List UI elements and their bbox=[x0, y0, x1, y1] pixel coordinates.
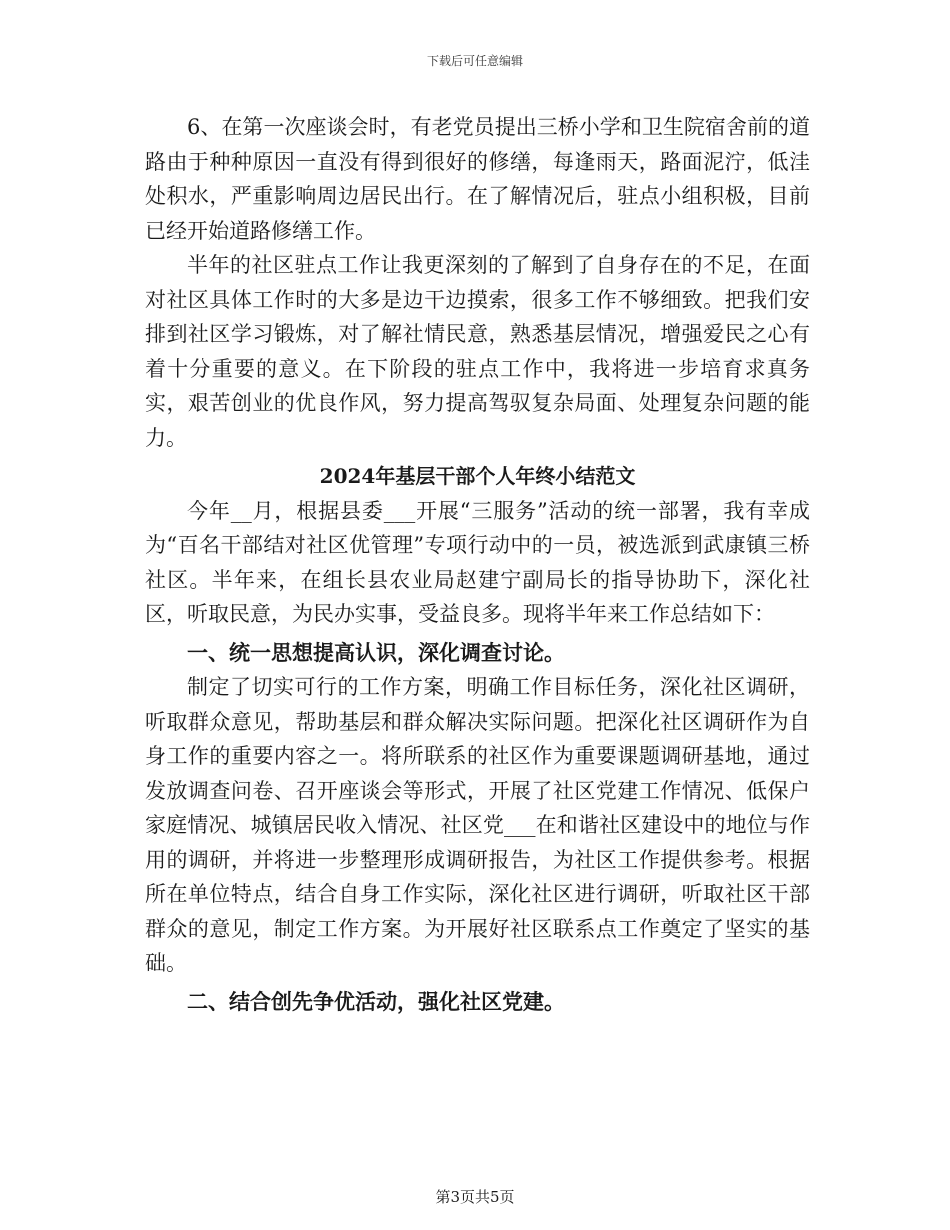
document-title: 2024年基层干部个人年终小结范文 bbox=[319, 464, 636, 488]
paragraph-1: 6、在第一次座谈会时，有老党员提出三桥小学和卫生院宿舍前的道路由于种种原因一直没有得到很好的修缮，每逢雨天，路面泥泞，低洼处积水，严重影响周边居民出行。在了解情况后，驻点小组积极，目前已经开始道路修缮工作。 bbox=[145, 115, 810, 243]
paragraph-2: 半年的社区驻点工作让我更深刻的了解到了自身存在的不足，在面对社区具体工作时的大多是边干边摸索，很多工作不够细致。把我们安排到社区学习锻炼，对了解社情民意，熟悉基层情况，增强爱民之心有着十分重要的意义。在下阶段的驻点工作中，我将进一步培育求真务实，艰苦创业的优良作风，努力提高驾驭复杂局面、处理复杂问题的能力。 bbox=[145, 253, 810, 450]
section-heading-1: 一、统一思想提高认识，深化调查讨论。 bbox=[187, 639, 565, 665]
page-number: 第3页共5页 bbox=[435, 1188, 515, 1206]
header-note: 下载后可任意编辑 bbox=[426, 54, 523, 68]
section-heading-2: 二、结合创先争优活动，强化社区党建。 bbox=[187, 988, 565, 1014]
paragraph-4: 制定了切实可行的工作方案，明确工作目标任务，深化社区调研，听取群众意见，帮助基层和群众解决实际问题。把深化社区调研作为自身工作的重要内容之一。将所联系的社区作为重要课题调研基地，通过发放调查问卷、召开座谈会等形式，开展了社区党建工作情况、低保户家庭情况、城镇居民收入情况、社区党___在和谐社区建设中的地位与作用的调研，并将进一步整理形成调研报告，为社区工作提供参考。根据所在单位特点，结合自身工作实际，深化社区进行调研，听取社区干部群众的意见，制定工作方案。为开展好社区联系点工作奠定了坚实的基础。 bbox=[145, 675, 810, 975]
document-body bbox=[145, 110, 810, 1019]
paragraph-3: 今年__月，根据县委___开展“三服务”活动的统一部署，我有幸成为“百名干部结对社区优管理”专项行动中的一员，被选派到武康镇三桥社区。半年来，在组长县农业局赵建宁副局长的指导协助下，深化社区，听取民意，为民办实事，受益良多。现将半年来工作总结如下： bbox=[145, 498, 810, 626]
